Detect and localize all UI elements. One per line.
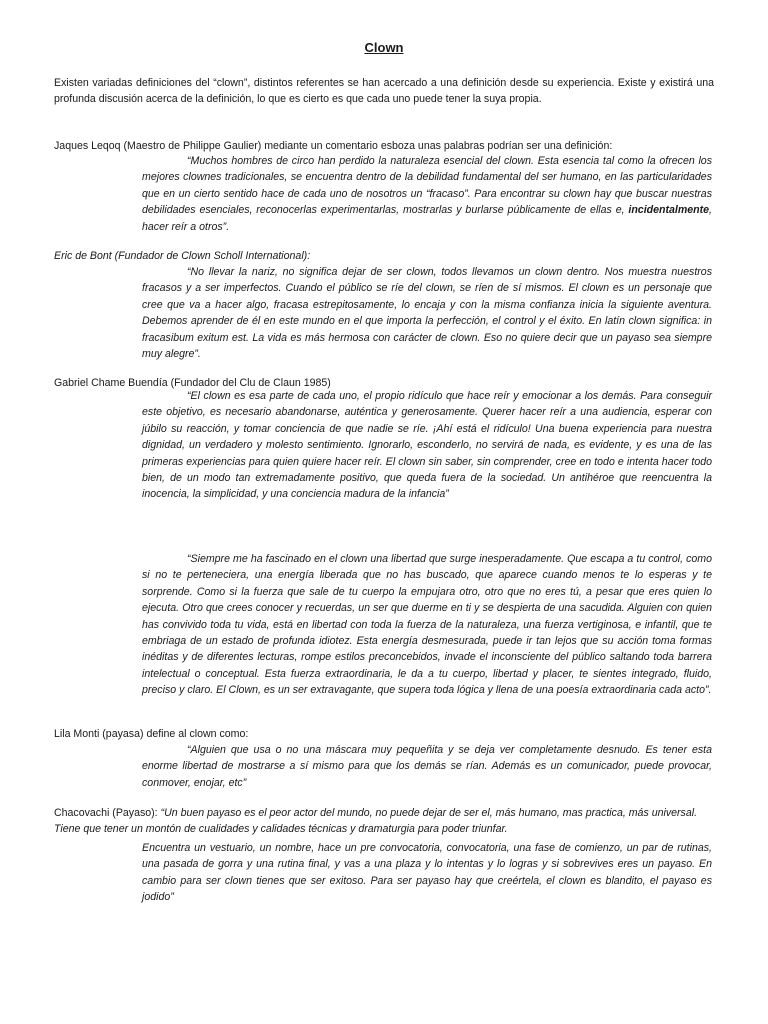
- document-title: Clown: [364, 40, 404, 55]
- bont-quote: “No llevar la nariz, no significa dejar de ser clown, todos llevamos un clown dentro. Nos muestra nuestros fracasos y a ser imperfectos. Cuando el público se ríe del clown, se ríen de sí mismos. El clown es un personaje que cree que va a hacer algo, fracasa estrepitosamente, lo encaja y con la misma confianza inicia la siguiente aventura. Debemos aprender de él en este mundo en el que importa la perfección, el control y el éxito. En latín clown significa: in fracasibum exitum est. La vida es más hermosa con carácter de clown. Eso no quiere decir que un payaso sea siempre muy alegre”.: [142, 266, 712, 361]
- bont-heading: Eric de Bont (Fundador de Clown Scholl International):: [54, 250, 311, 262]
- chacovachi-heading: Chacovachi (Payaso):: [54, 807, 161, 819]
- lecoq-quote-text-b: , hacer reír a otros”.: [142, 204, 712, 233]
- lecoq-quote: [142, 153, 712, 235]
- lecoq-heading: Jaques Leqoq (Maestro de Philippe Gaulier) mediante un comentario esboza unas palabras podrían ser una definición:: [54, 140, 613, 152]
- chacovachi-block: [54, 805, 714, 838]
- monti-quote: “Alguien que usa o no una máscara muy pequeñita y se deja ver completamente desnudo. Es tener esta enorme libertad de mostrarse a sí mismo para que los demás se rían. Además es un comunicador, puede provocar, conmover, enojar, etc”: [142, 744, 712, 789]
- monti-heading: Lila Monti (payasa) define al clown como:: [54, 728, 249, 740]
- chame-heading: Gabriel Chame Buendía (Fundador del Clu de Claun 1985): [54, 377, 331, 389]
- chacovachi-quote-first: “Un buen payaso es el peor actor del mundo, no puede dejar de ser el, más humano, mas practica, más universal. Tiene que tener un montón de cualidades y calidades técnicas y dramaturgia para poder triunfar.: [54, 807, 698, 836]
- intro-paragraph: Existen variadas definiciones del “clown”, distintos referentes se han acercado a una definición desde su experiencia. Existe y existirá una profunda discusión acerca de la definición, lo que es cierto es que cada uno puede tener la suya propia.: [54, 77, 714, 106]
- chacovachi-quote-rest: Encuentra un vestuario, un nombre, hace un pre convocatoria, convocatoria, una fase de comienzo, un par de rutinas, una pasada de gorra y una rutina final, y vas a una plaza y lo intentas y lo logras y si sobrevives eres un payaso. En cambio para ser clown tienes que ser exitoso. Para ser payaso hay que creértela, el clown es blandito, el payaso es jodido”: [142, 842, 712, 904]
- chame-quote-2: “Siempre me ha fascinado en el clown una libertad que surge inesperadamente. Que escapa a tu control, como si no te perteneciera, una energía liberada que no has buscado, que aparece cuando menos te lo esperas y te sorprende. Como si la fuerza que sale de tu cuerpo la empujara otro, otro que no eres tú, a pesar que eres quien lo ejecuta. Otro que crees conocer y recuerdas, un ser que duerme en ti y se despierta de una sacudida. Alguien con quien has convivido toda tu vida, está en libertad con toda la fuerza de la naturaleza, una fuerza vertiginosa, e infantil, que te embriaga de un estado de profunda idiotez. Esta energía desmesurada, puede ir tan lejos que su acción toma formas inéditas y de diferentes lecturas, rompe estilos preconcebidos, invade el inconsciente del público saltando toda barrera intelectual o conceptual. Esta fuerza extraordinaria, le da a tu cuerpo, libertad y placer, te sientes integrado, fluido, preciso y claro. El Clown, es un ser extravagante, que supera toda lógica y llena de una poesía extraordinaria cada acto”.: [142, 553, 712, 697]
- chame-quote-1: “El clown es esa parte de cada uno, el propio ridículo que hace reír y emocionar a los demás. Para conseguir este objetivo, es necesario abandonarse, auténtica y generosamente. Querer hacer reír a una audiencia, esperar con júbilo su reacción, y tomar conciencia de que nadie se ríe. ¡Ahí está el ridículo! Una buena experiencia para nuestra dignidad, un verdadero y molesto sentimiento. Ignorarlo, esconderlo, no servirá de nada, es evidente, y es una de las primeras experiencias para quien quiere hacer reír. El clown sin saber, sin comprender, cree en todo e intenta hacer todo bien, de un modo tan extremadamente positivo, que queda fuera de la sociedad. Un antihéroe que reencuentra la inocencia, la simplicidad, y una conciencia madura de la infancia”: [142, 390, 712, 501]
- lecoq-quote-text-a: “Muchos hombres de circo han perdido la naturaleza esencial del clown. Esta esencia tal como la ofrecen los mejores clownes tradicionales, se encuentra dentro de la debilidad fundamental del ser humano, en las particularidades que en un cierto sentido hace de cada uno de nosotros un “fracaso”. Para encontrar su clown hay que buscar nuestras debilidades esenciales, reconocerlas experimentarlas, mostrarlas y burlarse públicamente de ellas e,: [142, 155, 712, 217]
- lecoq-quote-bold: incidentalmente: [628, 204, 710, 217]
